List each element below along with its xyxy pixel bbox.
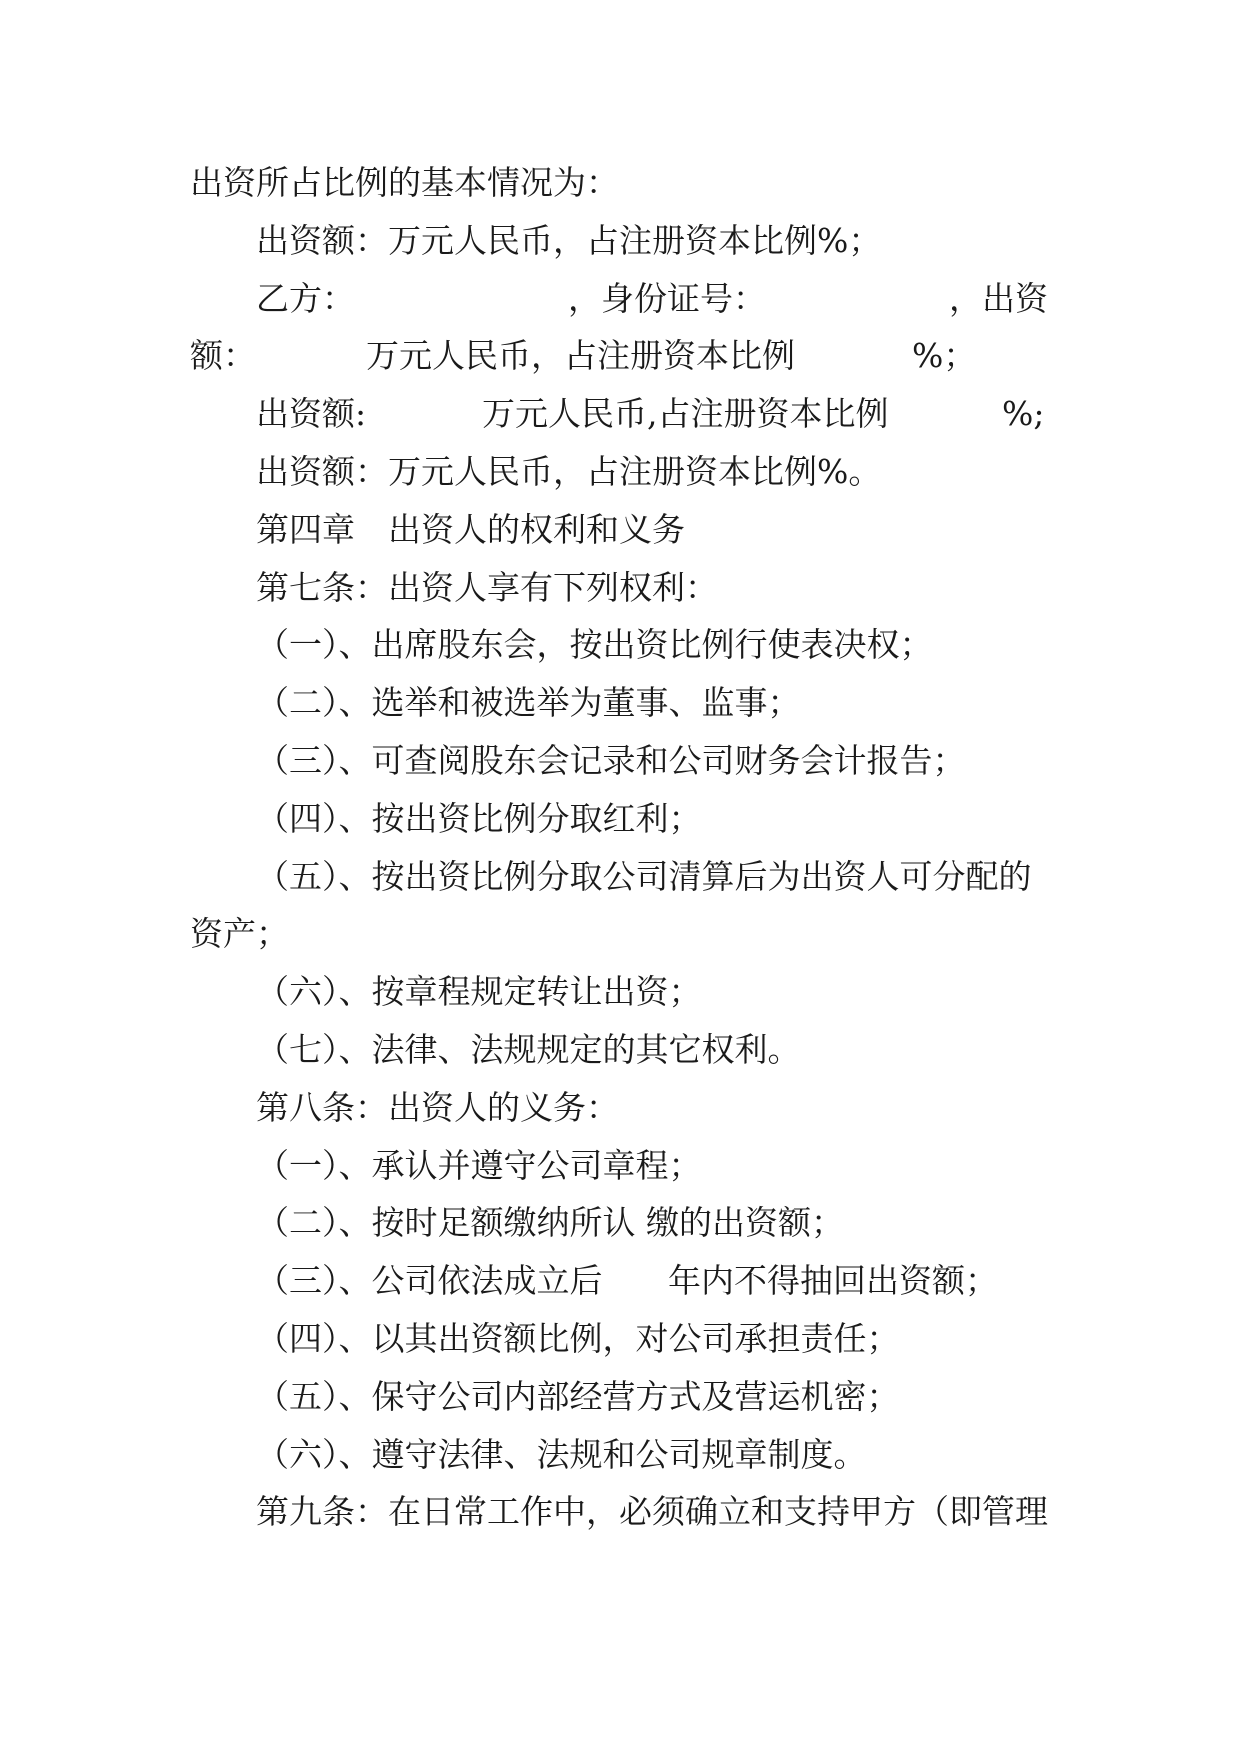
entry-3-amount-label: 出资额: <box>256 394 367 434</box>
party-b-percent-suffix: %； <box>912 336 977 376</box>
party-b-amount-label-end: 额： <box>190 336 256 376</box>
article-8-item: （四）、以其出资额比例，对公司承担责任； <box>256 1318 900 1358</box>
contribution-entry-1: 出资额：万元人民币，占注册资本比例%； <box>256 220 882 260</box>
party-b-percent-blank <box>795 327 912 385</box>
contribution-entry-4: 出资额：万元人民币，占注册资本比例%。 <box>256 451 882 491</box>
article-8-item-3-text-after-blank: 年内不得抽回出资额； <box>668 1261 998 1301</box>
party-b-name-label: 乙方： <box>256 278 355 318</box>
article-8-item <box>190 1252 1052 1310</box>
article-8-item: （一）、承认并遵守公司章程； <box>256 1145 702 1185</box>
years-blank <box>619 1252 668 1310</box>
article-8-item: （五）、保守公司内部经营方式及营运机密； <box>256 1376 900 1416</box>
party-b-amount-text: 万元人民币，占注册资本比例 <box>366 336 795 376</box>
document-body <box>190 154 1052 1541</box>
article-8-item: （二）、按时足额缴纳所认 缴的出资额； <box>256 1203 844 1243</box>
article-7-heading: 第七条：出资人享有下列权利： <box>256 567 718 607</box>
article-8-heading: 第八条：出资人的义务： <box>256 1087 619 1127</box>
party-b-amount-label-start: ，出资 <box>949 278 1048 318</box>
entry-3-percent-blank <box>887 385 1002 443</box>
contribution-entry-3 <box>190 385 1052 443</box>
chapter-number: 第四章 <box>256 509 355 549</box>
party-b-id-blank <box>766 270 949 328</box>
article-7-item: （七）、法律、法规规定的其它权利。 <box>256 1029 801 1069</box>
article-8-item: （六）、遵守法律、法规和公司规章制度。 <box>256 1434 867 1474</box>
article-7-item: （六）、按章程规定转让出资； <box>256 972 702 1012</box>
article-7-item: （五）、按出资比例分取公司清算后为出资人可分配的资产； <box>190 856 1032 954</box>
article-7-item: （三）、可查阅股东会记录和公司财务会计报告； <box>256 740 966 780</box>
chapter-heading <box>190 501 1052 559</box>
entry-3-percent-suffix: %; <box>1002 394 1045 434</box>
article-7-item: （二）、选举和被选举为董事、监事； <box>256 683 801 723</box>
article-9-text: 第九条：在日常工作中，必须确立和支持甲方（即管理 <box>256 1492 1048 1532</box>
party-b-amount-blank <box>256 327 366 385</box>
chapter-title: 出资人的权利和义务 <box>388 509 685 549</box>
party-b-id-label: ，身份证号： <box>568 278 766 318</box>
party-b-line-2 <box>190 327 1052 385</box>
party-b-name-blank <box>355 270 568 328</box>
capital-intro: 出资所占比例的基本情况为： <box>190 163 619 202</box>
entry-3-amount-blank <box>367 385 482 443</box>
article-8-item-3-text: （三）、公司依法成立后 <box>256 1261 603 1301</box>
party-b-line-1 <box>190 270 1052 328</box>
article-7-item: （一）、出席股东会，按出资比例行使表决权； <box>256 625 933 665</box>
article-7-item: （四）、按出资比例分取红利； <box>256 798 702 838</box>
entry-3-amount-text: 万元人民币,占注册资本比例 <box>482 394 889 434</box>
